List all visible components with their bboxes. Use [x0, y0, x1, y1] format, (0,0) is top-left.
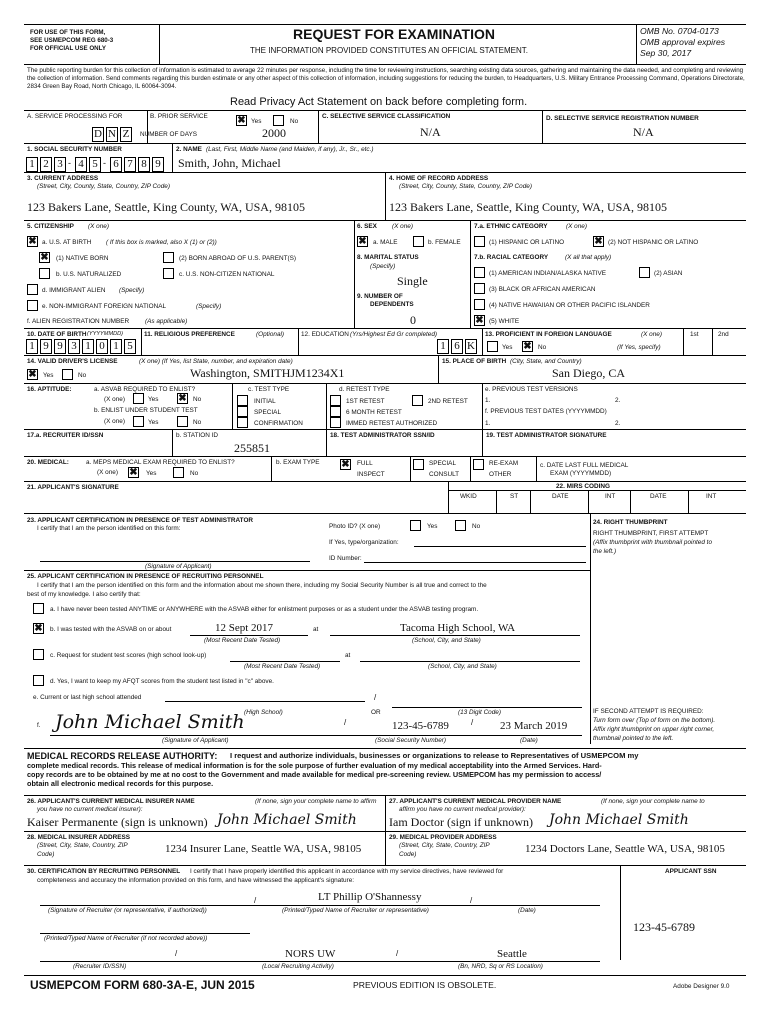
marital-status-value[interactable]: Single	[397, 274, 428, 288]
school-slash: /	[374, 693, 377, 702]
language-specify: (If Yes, specify)	[617, 344, 661, 351]
race-black-label: (3) BLACK OR AFRICAN AMERICAN	[489, 286, 596, 293]
second-attempt-2: Turn form over (Top of form on the bottom).	[593, 717, 716, 724]
name-hint: (Last, First, Middle Name (and Maiden, if any), Jr., Sr., etc.)	[206, 146, 374, 153]
second-attempt-3: Affix right thumbprint on upper right corner,	[593, 726, 715, 733]
admin-signature-label: 19. TEST ADMINISTRATOR SIGNATURE	[486, 432, 607, 439]
cert-slash-4: /	[396, 949, 399, 958]
applicant-signature-value[interactable]: John Michael Smith	[55, 711, 245, 733]
recruiter-name-value[interactable]: LT Phillip O'Shannessy	[318, 891, 422, 903]
insurer-name-label: 26. APPLICANT'S CURRENT MEDICAL INSURER NAME	[27, 798, 195, 805]
burden-statement: The public reporting burden for this collection of information is estimated to average 22 minutes per response, including the time for reviewing instructions, searching existing data sources, gathering and maintaining the data needed, and completing and reviewing the collection of information. Send comments regarding this burden estimate or any other aspect of this collection of information, including suggestions for reducing the burden, to Headquarters, U.S. Military Entrance Processing Command, Operations Directorate, 2834 Green Bay Road, North Chicago, IL 60064-3094.	[27, 67, 745, 90]
dob-digit-8[interactable]: 5	[124, 339, 136, 354]
photo-id-yes-label: Yes	[427, 523, 438, 530]
never-tested-checkbox[interactable]	[33, 603, 44, 614]
citizenship-hint: (X one)	[88, 223, 109, 230]
birthplace-label: 15. PLACE OF BIRTH	[442, 358, 507, 365]
applicant-date-caption: (Date)	[520, 737, 538, 744]
inspect-label: INSPECT	[357, 471, 385, 478]
omb-approval: OMB approval expires	[640, 37, 726, 47]
education-digit-1[interactable]: 1	[437, 339, 449, 354]
never-tested-label: a. I have never been tested ANYTIME or ANYWHERE with the ASVAB either for enlistment purposes or as a student under the ASVAB testing program.	[50, 606, 479, 613]
non-citizen-national-label: c. U.S. NON-CITIZEN NATIONAL	[179, 271, 275, 278]
mirs-col-st: ST	[510, 493, 519, 500]
asvab-required-label: a. ASVAB REQUIRED TO ENLIST?	[94, 386, 196, 393]
alien-registration-label: f. ALIEN REGISTRATION NUMBER	[27, 318, 130, 325]
religion-label: 11. RELIGIOUS PREFERENCE	[144, 331, 235, 338]
dependents-value[interactable]: 0	[410, 313, 416, 327]
meps-exam-no-checkbox[interactable]	[173, 467, 184, 478]
ssn-digit-9[interactable]: 9	[152, 157, 164, 172]
ssn-digit-2[interactable]: 2	[40, 157, 52, 172]
mirs-col-int-2: INT	[706, 493, 717, 500]
recruiting-activity-value[interactable]: NORS UW	[285, 948, 336, 960]
hispanic-label: (1) HISPANIC OR LATINO	[489, 239, 565, 246]
not-hispanic-label: (2) NOT HISPANIC OR LATINO	[608, 239, 699, 246]
six-month-retest-checkbox[interactable]	[330, 406, 341, 417]
days-value[interactable]: 2000	[262, 126, 286, 140]
form-title: REQUEST FOR EXAMINATION	[293, 26, 495, 42]
naturalized-checkbox[interactable]	[39, 268, 50, 279]
dob-digit-7[interactable]: 1	[110, 339, 122, 354]
digit-code-caption: (13 Digit Code)	[458, 709, 501, 716]
citizenship-label: 5. CITIZENSHIP	[27, 223, 74, 230]
insurer-address-hint-2: Code)	[37, 851, 55, 858]
alien-registration-hint: (As applicable)	[145, 318, 188, 325]
recruiter-cert-label: 30. CERTIFICATION BY RECRUITING PERSONNEL	[27, 868, 181, 875]
cert-slash-2: /	[470, 896, 473, 905]
student-test-yes-label: Yes	[148, 419, 159, 426]
race-asian-checkbox[interactable]	[639, 267, 650, 278]
dob-digit-3[interactable]: 9	[54, 339, 66, 354]
license-no-checkbox[interactable]	[62, 369, 73, 380]
consult-label: CONSULT	[429, 471, 460, 478]
provider-name-value[interactable]: Iam Doctor (sign if unknown)	[389, 815, 533, 829]
non-immigrant-checkbox[interactable]	[27, 300, 38, 311]
license-yes-label: Yes	[43, 372, 54, 379]
language-yes-label: Yes	[502, 344, 513, 351]
provider-address-hint: (Street, City, State, Country, ZIP	[399, 842, 490, 849]
insurer-address-hint: (Street, City, State, Country, ZIP	[37, 842, 128, 849]
station-id-value[interactable]: 255851	[234, 441, 270, 455]
home-record-value[interactable]: 123 Bakers Lane, Seattle, King County, WA, USA, 98105	[389, 200, 667, 214]
retest-type-label: d. RETEST TYPE	[339, 386, 390, 393]
second-retest-label: 2ND RETEST	[428, 398, 468, 405]
birthplace-value[interactable]: San Diego, CA	[552, 366, 625, 380]
racial-hint: (X all that apply)	[565, 254, 612, 261]
ssn-digit-6[interactable]: 6	[110, 157, 122, 172]
name-value[interactable]: Smith, John, Michael	[178, 156, 281, 170]
ssn-dash-1: -	[68, 158, 71, 168]
education-hint: (Yrs/Highest Ed Gr completed)	[350, 331, 438, 338]
initial-checkbox[interactable]	[237, 395, 248, 406]
last-medical-format: EXAM (YYYYMMDD)	[550, 470, 612, 477]
sex-female-checkbox[interactable]	[413, 236, 424, 247]
id-type-label: If Yes, type/organization:	[329, 539, 399, 546]
first-retest-label: 1ST RETEST	[346, 398, 385, 405]
insurer-name-value[interactable]: Kaiser Permanente (sign is unknown)	[27, 815, 208, 829]
student-test-no-label: No	[193, 419, 202, 426]
recruiter-cert-text-2: completeness and accuracy the information provided on this form, and have witnessed the applicant's signature:	[37, 877, 355, 884]
student-scores-at: at	[345, 652, 351, 659]
race-hawaiian-label: (4) NATIVE HAWAIIAN OR OTHER PACIFIC ISLANDER	[489, 302, 650, 309]
native-born-checkbox[interactable]: ✖	[40, 252, 49, 263]
service-letter-1[interactable]: D	[92, 127, 104, 142]
non-citizen-national-checkbox[interactable]	[163, 268, 174, 279]
language-first: 1st	[690, 331, 699, 338]
applicant-sig-caption: (Signature of Applicant)	[162, 737, 229, 744]
insurer-address-value[interactable]: 1234 Insurer Lane, Seattle WA, USA, 98105	[165, 843, 362, 855]
dob-digit-5[interactable]: 1	[82, 339, 94, 354]
special-label: SPECIAL	[254, 409, 281, 416]
ethnic-label: 7.a. ETHNIC CATEGORY	[474, 223, 548, 230]
second-attempt-1: IF SECOND ATTEMPT IS REQUIRED:	[593, 708, 704, 715]
insurer-address-label: 28. MEDICAL INSURER ADDRESS	[27, 834, 130, 841]
second-retest-checkbox[interactable]	[412, 395, 423, 406]
ssn-digit-1[interactable]: 1	[26, 157, 38, 172]
mirs-coding-label: 22. MIRS CODING	[556, 483, 610, 490]
dob-digit-2[interactable]: 9	[40, 339, 52, 354]
sex-male-label: a. MALE	[373, 239, 398, 246]
dob-label: 10. DATE OF BIRTH	[27, 331, 87, 338]
born-abroad-label: (2) BORN ABROAD OF U.S. PARENT(S)	[179, 255, 297, 262]
insurer-signature[interactable]: John Michael Smith	[217, 812, 357, 828]
race-white-checkbox[interactable]: ✖	[475, 315, 484, 326]
other-label: OTHER	[489, 471, 512, 478]
registration-number-value[interactable]: N/A	[633, 125, 654, 139]
drivers-license-label: 14. VALID DRIVER'S LICENSE	[27, 358, 118, 365]
name-label: 2. NAME	[176, 146, 202, 153]
high-school-caption: (High School)	[244, 709, 283, 716]
home-record-label: 4. HOME OF RECORD ADDRESS	[389, 175, 489, 182]
test-versions-label: e. PREVIOUS TEST VERSIONS	[485, 386, 578, 393]
form-use-line-1: FOR USE OF THIS FORM,	[30, 29, 106, 36]
dependents-label-2: DEPENDENTS	[370, 301, 414, 308]
test-version-2[interactable]: 2.	[615, 397, 621, 404]
citizen-us-birth-hint: ( If this box is marked, also X (1) or (2))	[106, 239, 217, 246]
mirs-col-date: DATE	[552, 493, 569, 500]
provider-name-hint: (If none, sign your complete name to	[601, 798, 705, 805]
id-number-label: ID Number:	[329, 555, 362, 562]
insurer-name-hint: (If none, sign your complete name to affirm	[255, 798, 377, 805]
first-retest-checkbox[interactable]	[330, 395, 341, 406]
school-or: OR	[371, 709, 381, 716]
provider-address-value[interactable]: 1234 Doctors Lane, Seattle WA, USA, 98105	[525, 843, 725, 855]
confirmation-checkbox[interactable]	[237, 417, 248, 428]
applicant-date-value[interactable]: 23 March 2019	[500, 720, 568, 732]
license-no-label: No	[78, 372, 87, 379]
thumbprint-hint-1: (Affix thumbprint with thumbnail pointed to	[593, 539, 712, 546]
non-immigrant-label: e. NON-IMMIGRANT FOREIGN NATIONAL	[42, 303, 167, 310]
non-immigrant-hint: (Specify)	[196, 303, 222, 310]
language-no-label: No	[538, 344, 547, 351]
tested-date-caption: (Most Recent Date Tested)	[204, 637, 281, 644]
cert-recruiting-text-1: I certify that I am the person identified on this form and the information about me shown there, including my Social Security Number is all true and correct to the	[37, 582, 487, 589]
ssn-digit-5[interactable]: 5	[89, 157, 101, 172]
race-asian-label: (2) ASIAN	[654, 270, 683, 277]
special-checkbox[interactable]	[237, 406, 248, 417]
registration-number-label: D. SELECTIVE SERVICE REGISTRATION NUMBER	[546, 115, 699, 122]
test-date-2[interactable]: 2.	[615, 420, 621, 427]
recruiter-date-caption: (Date)	[518, 907, 536, 914]
tested-before-label: b. I was tested with the ASVAB on or about	[50, 626, 172, 633]
location-caption: (Bn, NRD, Sq or RS Location)	[458, 963, 543, 970]
selective-classification-label: C. SELECTIVE SERVICE CLASSIFICATION	[322, 113, 451, 120]
photo-id-label: Photo ID? (X one)	[329, 523, 381, 530]
photo-id-yes-checkbox[interactable]	[410, 520, 421, 531]
dob-digit-1[interactable]: 1	[26, 339, 38, 354]
drivers-license-value[interactable]: Washington, SMITHJM1234X1	[190, 366, 345, 380]
race-native-label: (1) AMERICAN INDIAN/ALASKA NATIVE	[489, 270, 607, 277]
tested-school-caption: (School, City, and State)	[412, 637, 481, 644]
prior-service-yes-checkbox[interactable]: ✖	[237, 115, 246, 126]
current-address-hint: (Street, City, County, State, Country, ZIP Code)	[37, 183, 170, 190]
education-digit-3[interactable]: K	[465, 339, 477, 354]
asvab-no-label: No	[193, 396, 202, 403]
not-hispanic-checkbox[interactable]: ✖	[594, 236, 603, 247]
dob-hint: (YYYYMMDD)	[87, 331, 124, 337]
dependents-label-1: 9. NUMBER OF	[357, 293, 403, 300]
immigrant-alien-label: d. IMMIGRANT ALIEN	[42, 287, 106, 294]
obsolete-notice: PREVIOUS EDITION IS OBSOLETE.	[353, 980, 497, 990]
sex-female-label: b. FEMALE	[428, 239, 461, 246]
applicant-ssn-final[interactable]: 123-45-6789	[633, 920, 695, 934]
student-scores-label: c. Request for student test scores (high school look-up)	[50, 652, 207, 659]
selective-classification-value[interactable]: N/A	[420, 125, 441, 139]
ssn-label: 1. SOCIAL SECURITY NUMBER	[27, 146, 122, 153]
reexam-label: RE-EXAM	[489, 460, 519, 467]
ssn-digit-4[interactable]: 4	[75, 157, 87, 172]
education-digit-2[interactable]: 6	[451, 339, 463, 354]
last-medical-label: c. DATE LAST FULL MEDICAL	[540, 462, 629, 469]
student-scores-checkbox[interactable]	[33, 649, 44, 660]
sex-male-checkbox[interactable]: ✖	[358, 236, 367, 247]
thumbprint-label: 24. RIGHT THUMBPRINT	[593, 519, 668, 526]
special-exam-checkbox[interactable]	[413, 459, 424, 470]
test-version-1[interactable]: 1.	[485, 397, 491, 404]
citizen-us-birth-label: a. U.S. AT BIRTH	[42, 239, 92, 246]
prior-service-no-checkbox[interactable]	[273, 115, 284, 126]
last-school-label: e. Current or last high school attended	[33, 694, 142, 701]
special-exam-label: SPECIAL	[429, 460, 456, 467]
tested-before-checkbox[interactable]: ✖	[34, 623, 43, 634]
applicant-ssn-label: APPLICANT SSN	[665, 868, 717, 875]
citizen-us-birth-checkbox[interactable]: ✖	[28, 236, 37, 247]
prior-service-yes-label: Yes	[251, 118, 262, 125]
cert-slash-3: /	[175, 949, 178, 958]
ssn-digit-8[interactable]: 8	[138, 157, 150, 172]
marital-status-label: 8. MARITAL STATUS	[357, 254, 419, 261]
photo-id-no-label: No	[472, 523, 481, 530]
applicant-signature-label: 21. APPLICANT'S SIGNATURE	[27, 484, 119, 491]
tested-before-school[interactable]: Tacoma High School, WA	[400, 622, 516, 634]
tested-before-at: at	[313, 626, 319, 633]
form-number: USMEPCOM FORM 680-3A-E, JUN 2015	[30, 978, 255, 992]
cert-recruiting-label: 25. APPLICANT CERTIFICATION IN PRESENCE OF RECRUITING PERSONNEL	[27, 573, 264, 580]
cert-admin-text: I certify that I am the person identified on this form:	[37, 525, 181, 532]
home-record-hint: (Street, City, County, State, Country, ZIP Code)	[399, 183, 532, 190]
provider-address-label: 29. MEDICAL PROVIDER ADDRESS	[389, 834, 497, 841]
thumbprint-first: RIGHT THUMBPRINT, FIRST ATTEMPT	[593, 530, 709, 537]
student-test-label: b. ENLIST UNDER STUDENT TEST	[94, 407, 198, 414]
immed-retest-checkbox[interactable]	[330, 417, 341, 428]
student-test-yes-checkbox[interactable]	[133, 416, 144, 427]
applicant-ssn-value[interactable]: 123-45-6789	[392, 720, 449, 732]
medical-label: 20. MEDICAL:	[27, 459, 69, 466]
recruiter-name-caption: (Printed/Typed Name of Recruiter or representative)	[282, 907, 429, 914]
naturalized-label: b. U.S. NATURALIZED	[56, 271, 122, 278]
recruiting-location-value[interactable]: Seattle	[497, 948, 527, 960]
recruiter-id-caption: (Recruiter ID/SSN)	[73, 963, 127, 970]
applicant-sign-f: f.	[37, 722, 41, 729]
immed-retest-label: IMMED RETEST AUTHORIZED	[346, 420, 438, 427]
test-date-1[interactable]: 1.	[485, 420, 491, 427]
meps-exam-xone: (X one)	[97, 469, 118, 476]
cert-slash-1: /	[254, 896, 257, 905]
asvab-yes-label: Yes	[148, 396, 159, 403]
release-text-1: I request and authorize individuals, businesses or organizations to release to Representatives of USMEPCOM my	[230, 751, 639, 760]
race-white-label: (5) WHITE	[489, 318, 520, 325]
hispanic-checkbox[interactable]	[474, 236, 485, 247]
ssn-digit-7[interactable]: 7	[124, 157, 136, 172]
current-address-value[interactable]: 123 Bakers Lane, Seattle, King County, WA, USA, 98105	[27, 200, 305, 214]
race-hawaiian-checkbox[interactable]	[474, 299, 485, 310]
keep-afqt-checkbox[interactable]	[33, 675, 44, 686]
meps-exam-no-label: No	[190, 470, 199, 477]
language-label: 13. PROFICIENT IN FOREIGN LANGUAGE	[485, 331, 612, 338]
tested-before-date[interactable]: 12 Sept 2017	[215, 622, 274, 634]
language-yes-checkbox[interactable]	[487, 341, 498, 352]
immigrant-alien-checkbox[interactable]	[27, 284, 38, 295]
service-processing-label: A. SERVICE PROCESSING FOR	[27, 113, 123, 120]
provider-name-hint-2: affirm you have no current medical provider):	[399, 806, 526, 813]
mirs-col-date-2: DATE	[650, 493, 667, 500]
omb-expiry: Sep 30, 2017	[640, 48, 692, 58]
omb-number: OMB No. 0704-0173	[640, 26, 719, 36]
applicant-ssn-caption: (Social Security Number)	[375, 737, 447, 744]
thumbprint-hint-2: the left.)	[593, 548, 617, 555]
mirs-col-wkid: WKID	[460, 493, 477, 500]
second-attempt-4: thumbnail pointed to the left.	[593, 735, 674, 742]
recruiter-id-label: 17.a. RECRUITER ID/SSN	[27, 432, 104, 439]
meps-exam-yes-label: Yes	[146, 470, 157, 477]
meps-exam-label: a. MEPS MEDICAL EXAM REQUIRED TO ENLIST?	[86, 459, 235, 466]
exam-type-label: b. EXAM TYPE	[276, 459, 320, 466]
prior-service-label: B. PRIOR SERVICE	[150, 113, 208, 120]
meps-exam-yes-checkbox[interactable]: ✖	[129, 467, 138, 478]
photo-id-no-checkbox[interactable]	[455, 520, 466, 531]
confirmation-label: CONFIRMATION	[254, 420, 303, 427]
language-no-checkbox[interactable]: ✖	[523, 341, 532, 352]
student-school-caption: (School, City, and State)	[428, 663, 497, 670]
sex-label: 6. SEX	[357, 223, 377, 230]
aptitude-label: 16. APTITUDE:	[27, 386, 72, 393]
language-hint: (X one)	[641, 331, 662, 338]
form-use-line-2: SEE USMEPCOM REG 680-3	[30, 37, 114, 44]
ethnic-hint: (X one)	[566, 223, 587, 230]
religion-hint: (Optional)	[256, 331, 285, 338]
asvab-xone: (X one)	[104, 396, 125, 403]
insurer-name-hint-2: you have no current medical insurer):	[37, 806, 143, 813]
dob-digit-6[interactable]: 0	[96, 339, 108, 354]
keep-afqt-label: d. Yes, I want to keep my AFQT scores from the student test listed in "c" above.	[50, 678, 274, 685]
form-use-line-3: FOR OFFICIAL USE ONLY	[30, 45, 106, 52]
printed-name-caption: (Printed/Typed Name of Recruiter (if not recorded above))	[44, 935, 208, 942]
sig-slash-2: /	[471, 718, 474, 727]
test-type-label: c. TEST TYPE	[248, 386, 290, 393]
activity-caption: (Local Recruiting Activity)	[262, 963, 334, 970]
race-native-checkbox[interactable]	[474, 267, 485, 278]
full-checkbox[interactable]: ✖	[341, 459, 350, 470]
initial-label: INITIAL	[254, 398, 276, 405]
test-dates-label: f. PREVIOUS TEST DATES (YYYYMMDD)	[485, 408, 607, 415]
recruiter-cert-text-1: I certify that I have properly identified this applicant in accordance with my service directives, have reviewed for	[190, 868, 504, 875]
racial-label: 7.b. RACIAL CATEGORY	[474, 254, 549, 261]
full-label: FULL	[357, 460, 373, 467]
student-date-caption: (Most Recent Date Tested)	[244, 663, 321, 670]
student-test-no-checkbox[interactable]	[177, 416, 188, 427]
ssn-dash-2: -	[103, 158, 106, 168]
asvab-no-checkbox[interactable]: ✖	[178, 393, 187, 404]
education-label: 12. EDUCATION	[301, 331, 349, 338]
adobe-version: Adobe Designer 9.0	[673, 983, 730, 990]
sig-slash-1: /	[344, 718, 347, 727]
license-yes-checkbox[interactable]: ✖	[28, 369, 37, 380]
sex-hint: (X one)	[392, 223, 413, 230]
current-address-label: 3. CURRENT ADDRESS	[27, 175, 99, 182]
marital-status-hint: (Specify)	[370, 263, 396, 270]
cert-admin-signature-caption: (Signature of Applicant)	[145, 563, 212, 570]
station-id-label: b. STATION ID	[176, 432, 219, 439]
days-label: NUMBER OF DAYS	[140, 131, 198, 138]
service-letter-3[interactable]: Z	[120, 127, 132, 142]
admin-ssn-label: 18. TEST ADMINISTRATOR SSN/ID	[330, 432, 435, 439]
form-subtitle: THE INFORMATION PROVIDED CONSTITUTES AN OFFICIAL STATEMENT.	[250, 46, 528, 55]
release-text-4: obtain all electronic medical records for this purpose.	[27, 779, 214, 788]
prior-service-no-label: No	[290, 118, 299, 125]
asvab-yes-checkbox[interactable]	[133, 393, 144, 404]
dob-digit-4[interactable]: 3	[68, 339, 80, 354]
privacy-notice: Read Privacy Act Statement on back before completing form.	[230, 96, 528, 108]
student-test-xone: (X one)	[104, 418, 125, 425]
native-born-label: (1) NATIVE BORN	[56, 255, 109, 262]
immigrant-alien-hint: (Specify)	[119, 287, 145, 294]
birthplace-hint: (City, State, and Country)	[510, 358, 582, 365]
reexam-checkbox[interactable]	[473, 459, 484, 470]
ssn-digit-3[interactable]: 3	[54, 157, 66, 172]
cert-recruiting-text-2: best of my knowledge. I also certify that:	[27, 591, 141, 598]
language-second: 2nd	[718, 331, 729, 338]
service-letter-2[interactable]: N	[106, 127, 118, 142]
provider-signature[interactable]: John Michael Smith	[549, 812, 689, 828]
recruiter-sig-caption: (Signature of Recruiter (or representative, if authorized))	[48, 907, 207, 914]
drivers-license-hint: (X one) (If Yes, list State, number, and expiration date)	[139, 358, 293, 365]
release-text-3: copy records are to be obtained by me at no cost to the Government and made available for medical pre-screening review. USMEPCOM has my permission to access/	[27, 770, 602, 779]
release-heading: MEDICAL RECORDS RELEASE AUTHORITY:	[27, 751, 218, 761]
cert-admin-label: 23. APPLICANT CERTIFICATION IN PRESENCE OF TEST ADMINISTRATOR	[27, 517, 254, 524]
race-black-checkbox[interactable]	[474, 283, 485, 294]
born-abroad-checkbox[interactable]	[163, 252, 174, 263]
mirs-col-int: INT	[605, 493, 616, 500]
provider-name-label: 27. APPLICANT'S CURRENT MEDICAL PROVIDER NAME	[389, 798, 562, 805]
six-month-retest-label: 6 MONTH RETEST	[346, 409, 402, 416]
provider-address-hint-2: Code)	[399, 851, 417, 858]
release-text-2: complete medical records. This release of medical information is for the sole purpose of further evaluation of my medical acceptability into the Armed Services. Hard-	[27, 761, 602, 770]
